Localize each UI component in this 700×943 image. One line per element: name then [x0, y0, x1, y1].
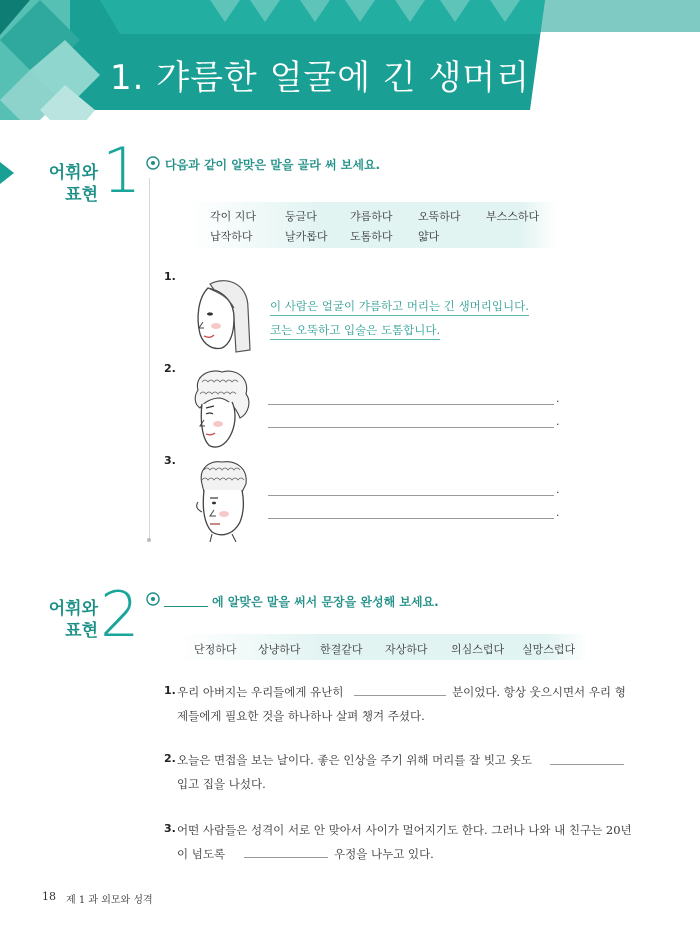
q2-text-a: 오늘은 면접을 보는 날이다. 좋은 인상을 주기 위해 머리를 잘 빗고 옷도: [177, 753, 532, 767]
q2-blank[interactable]: [550, 764, 624, 765]
guide-line-end-dot: [147, 538, 151, 542]
q3-number: 3.: [164, 822, 176, 835]
q1-number: 1.: [164, 684, 176, 697]
example-line-2: 코는 오뚝하고 입술은 도톰합니다.: [270, 322, 440, 340]
face-short-curly-hair-illustration: [192, 458, 252, 542]
item3-number: 3.: [164, 454, 176, 467]
page-number: 18: [42, 890, 56, 903]
section2-label-line1: 어휘와: [48, 599, 98, 619]
q2-text-c: 입고 집을 나섰다.: [177, 777, 266, 791]
section1-marker: [0, 162, 14, 184]
answer-line-3b[interactable]: [268, 518, 554, 519]
word2-6: 실망스럽다: [522, 643, 576, 656]
answer-line-2a[interactable]: [268, 404, 554, 405]
page-title: 1. 갸름한 얼굴에 긴 생머리: [110, 58, 531, 98]
q1-text-a: 우리 아버지는 우리들에게 유난히: [177, 685, 344, 699]
word-2: 둥글다: [285, 210, 317, 223]
q1-text-b: 분이었다. 항상 웃으시면서 우리 형: [452, 685, 626, 699]
word-9: 얇다: [418, 230, 440, 243]
example-line-1: 이 사람은 얼굴이 갸름하고 머리는 긴 생머리입니다.: [270, 298, 529, 316]
section1-label: [40, 162, 98, 206]
word-7: 날카롭다: [285, 230, 328, 243]
word-6: 납작하다: [210, 230, 253, 243]
chapter-label: 제 1 과 외모와 성격: [66, 895, 153, 906]
face-long-hair-illustration: [190, 278, 256, 358]
section1-label-line1: 어휘와: [48, 163, 98, 183]
section2-number: 2: [100, 578, 140, 651]
section1-number: 1: [102, 134, 142, 207]
q3-blank[interactable]: [244, 857, 328, 858]
answer-line-3a[interactable]: [268, 495, 554, 496]
word2-3: 한결같다: [320, 643, 363, 656]
flower-icon: [146, 592, 160, 606]
section2-label-line2: 표현: [65, 621, 98, 641]
answer-line-2b[interactable]: [268, 427, 554, 428]
section1-label-line2: 표현: [65, 185, 98, 205]
item1-number: 1.: [164, 270, 176, 283]
section2-instruction-blank: [164, 606, 208, 607]
word-3: 갸름하다: [350, 210, 393, 223]
q3-text-c: 이 넘도록: [177, 847, 226, 861]
word2-5: 의심스럽다: [451, 643, 505, 656]
word2-4: 자상하다: [385, 643, 428, 656]
q3-text-a: 어떤 사람들은 성격이 서로 안 맞아서 사이가 멀어지기도 한다. 그러나 나와 내 친구는 20년: [177, 823, 632, 837]
section2-instruction: 에 알맞은 말을 써서 문장을 완성해 보세요.: [212, 595, 439, 609]
word-1: 각이 지다: [210, 210, 257, 223]
word-4: 오뚝하다: [418, 210, 461, 223]
item2-number: 2.: [164, 362, 176, 375]
flower-icon: [146, 156, 160, 170]
section2-label: [40, 598, 98, 642]
q1-text-c: 제들에게 필요한 것을 하나하나 살펴 챙겨 주셨다.: [177, 709, 425, 723]
q2-number: 2.: [164, 752, 176, 765]
word2-2: 상냥하다: [258, 643, 301, 656]
section1-instruction: 다음과 같이 알맞은 말을 골라 써 보세요.: [165, 158, 381, 172]
word2-1: 단정하다: [194, 643, 237, 656]
word-5: 부스스하다: [486, 210, 540, 223]
answer-period-3b: .: [556, 506, 560, 519]
answer-period-2b: .: [556, 415, 560, 428]
answer-period-2a: .: [556, 392, 560, 405]
answer-period-3a: .: [556, 483, 560, 496]
q1-blank[interactable]: [354, 695, 446, 696]
word-8: 도톰하다: [350, 230, 393, 243]
face-curly-hair-illustration: [190, 368, 254, 450]
q3-text-d: 우정을 나누고 있다.: [334, 847, 434, 861]
section1-guide-line: [149, 178, 150, 538]
